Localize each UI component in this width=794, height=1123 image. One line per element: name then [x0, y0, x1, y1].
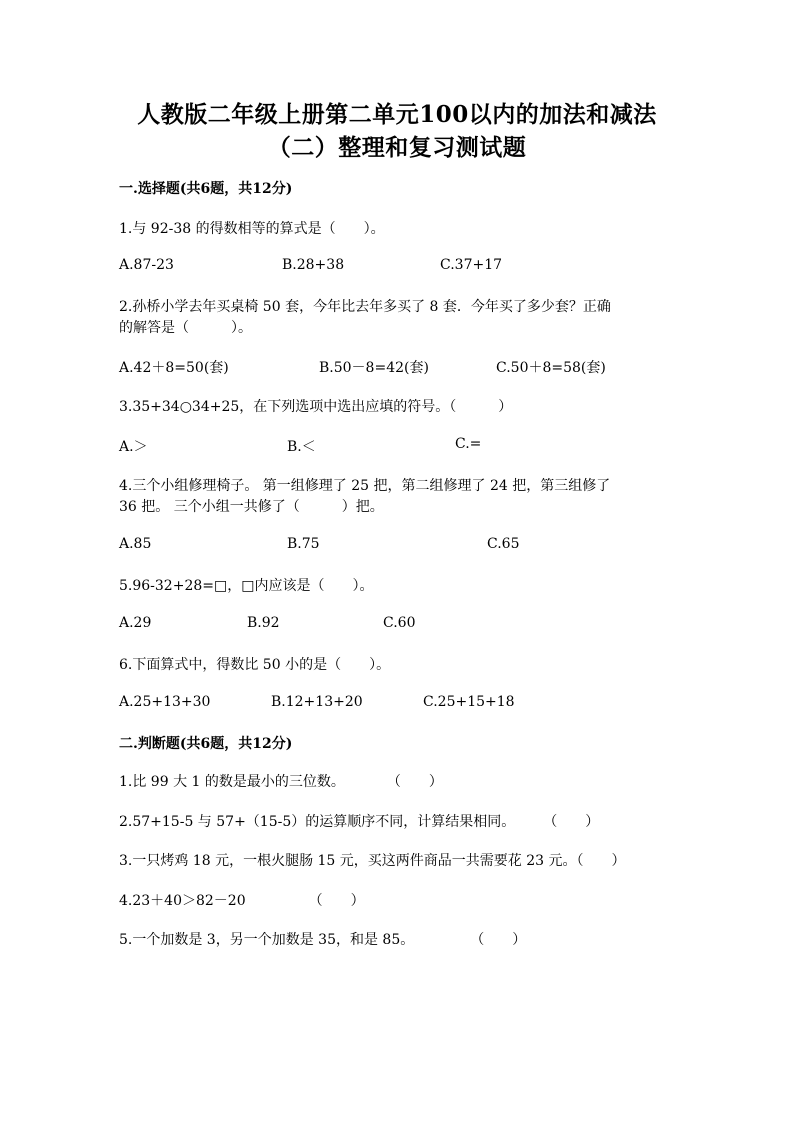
- question-3: 3.35+34○34+25，在下列选项中选出应填的符号。（ ）: [119, 399, 513, 415]
- judgment-4: 4.23＋40＞82－20 （ ）: [119, 893, 365, 909]
- q1-option-b: B.28+38: [282, 257, 345, 273]
- question-6: 6.下面算式中，得数比 50 小的是（ ）。: [119, 657, 391, 673]
- judgment-2: 2.57+15-5 与 57+（15-5）的运算顺序不同，计算结果相同。 （ ）: [119, 814, 600, 830]
- judgment-1: 1.比 99 大 1 的数是最小的三位数。 （ ）: [119, 774, 443, 790]
- question-2-line-1: 2.孙桥小学去年买桌椅 50 套，今年比去年多买了 8 套．今年买了多少套？正确: [119, 299, 611, 315]
- q2-option-b: B.50－8=42(套): [319, 360, 429, 376]
- section-heading-choice: 一.选择题(共6题，共12分): [119, 181, 293, 197]
- q5-option-b: B.92: [247, 615, 280, 631]
- q3-option-b: B.＜: [287, 439, 316, 455]
- section-heading-judgment: 二.判断题(共6题，共12分): [119, 736, 293, 752]
- q1-option-a: A.87-23: [119, 257, 174, 273]
- judgment-5: 5.一个加数是 3，另一个加数是 35，和是 85。 （ ）: [119, 932, 527, 948]
- question-5: 5.96-32+28=□，□内应该是（ ）。: [119, 578, 374, 594]
- q4-option-a: A.85: [119, 536, 152, 552]
- q2-option-a: A.42＋8=50(套): [119, 360, 229, 376]
- q2-option-c: C.50＋8=58(套): [496, 360, 606, 376]
- q4-option-b: B.75: [287, 536, 320, 552]
- page-subtitle: （二）整理和复习测试题: [267, 134, 527, 161]
- q4-option-c: C.65: [487, 536, 520, 552]
- question-4-line-1: 4.三个小组修理椅子。 第一组修理了 25 把，第二组修理了 24 把，第三组修了: [119, 478, 611, 494]
- question-1: 1.与 92-38 的得数相等的算式是（ ）。: [119, 221, 385, 237]
- q1-option-c: C.37+17: [440, 257, 503, 273]
- q5-option-c: C.60: [383, 615, 416, 631]
- q6-option-a: A.25+13+30: [119, 694, 211, 710]
- q5-option-a: A.29: [119, 615, 152, 631]
- question-2-line-2: 的解答是（ ）。: [119, 320, 252, 336]
- q6-option-b: B.12+13+20: [271, 694, 363, 710]
- page-title: 人教版二年级上册第二单元100以内的加法和减法: [137, 101, 657, 128]
- q3-option-c: C.=: [455, 436, 482, 452]
- question-4-line-2: 36 把。 三个小组一共修了（ ）把。: [119, 499, 384, 515]
- q6-option-c: C.25+15+18: [423, 694, 515, 710]
- q3-option-a: A.＞: [119, 439, 148, 455]
- judgment-3: 3.一只烤鸡 18 元，一根火腿肠 15 元，买这两件商品一共需要花 23 元。（ ）: [119, 853, 626, 869]
